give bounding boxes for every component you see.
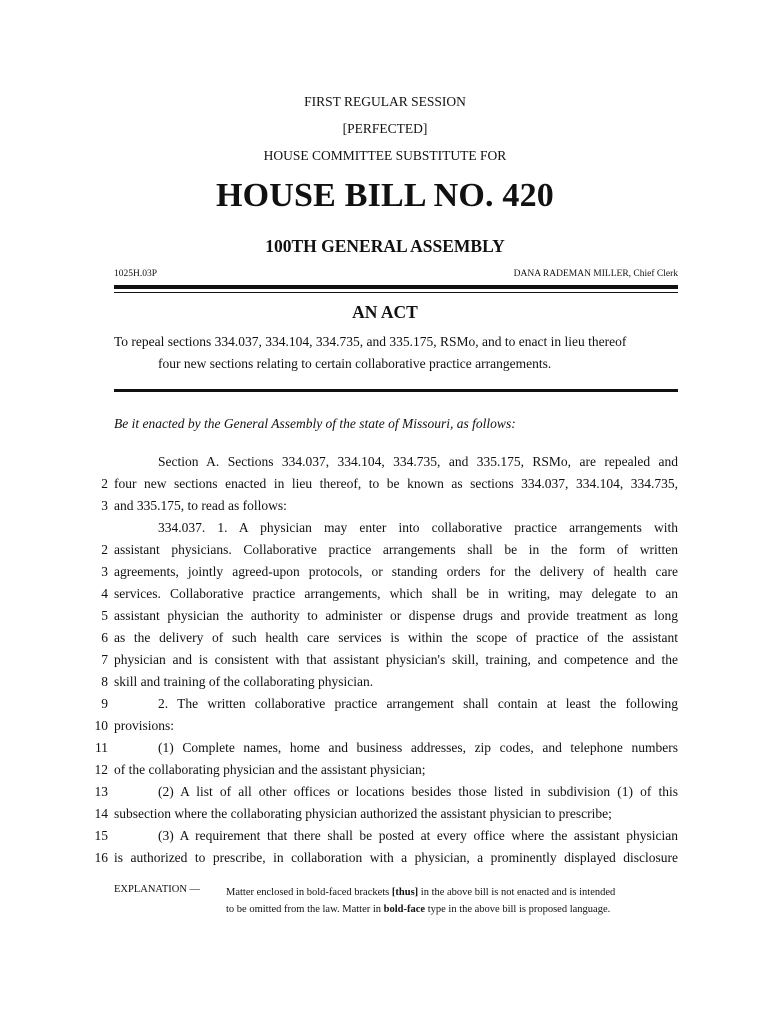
bill-title: HOUSE BILL NO. 420 bbox=[215, 177, 555, 214]
line-number: 9 bbox=[101, 696, 108, 711]
body-line bbox=[94, 715, 678, 737]
line-text: agreements, jointly agreed-upon protocols, or standing orders for the delivery of health care bbox=[114, 564, 678, 579]
body-line bbox=[101, 473, 678, 495]
header-rule-thick bbox=[114, 285, 678, 289]
body-line bbox=[114, 517, 678, 539]
assembly-heading: 100TH GENERAL ASSEMBLY bbox=[265, 236, 505, 256]
line-number: 2 bbox=[101, 542, 108, 557]
line-text: assistant physician the authority to administer or dispense drugs and provide treatment as long bbox=[114, 608, 678, 623]
line-number: 13 bbox=[94, 784, 108, 799]
line-number: 3 bbox=[101, 564, 108, 579]
explanation-line-2 bbox=[226, 904, 610, 915]
body-line bbox=[101, 649, 678, 671]
body-line bbox=[101, 671, 678, 693]
line-number: 7 bbox=[101, 652, 108, 667]
line-text: assistant physicians. Collaborative practice arrangements shall be in the form of written bbox=[114, 542, 678, 557]
line-number: 11 bbox=[95, 740, 108, 755]
explanation-line-1 bbox=[226, 887, 615, 898]
line-number: 8 bbox=[101, 674, 108, 689]
line-text: physician and is consistent with that assistant physician's skill, training, and competence and the bbox=[114, 652, 678, 667]
body-line bbox=[101, 627, 678, 649]
line-text: of the collaborating physician and the assistant physician; bbox=[114, 762, 426, 777]
body-line bbox=[94, 825, 678, 847]
line-number: 10 bbox=[94, 718, 108, 733]
line-text: (2) A list of all other offices or locations besides those listed in subdivision (1) of this bbox=[158, 784, 678, 799]
explanation-text-part: to be omitted from the law. Matter in bbox=[226, 904, 384, 915]
body-line bbox=[101, 693, 678, 715]
line-text: and 335.175, to read as follows: bbox=[114, 498, 287, 513]
line-text: 334.037. 1. A physician may enter into collaborative practice arrangements with bbox=[158, 520, 678, 535]
explanation-text-part: in the above bill is not enacted and is intended bbox=[418, 887, 616, 898]
line-text: Section A. Sections 334.037, 334.104, 334.735, and 335.175, RSMo, are repealed and bbox=[158, 454, 678, 469]
body-line bbox=[94, 781, 678, 803]
body-line bbox=[101, 605, 678, 627]
explanation-label: EXPLANATION — bbox=[114, 884, 201, 895]
explanation-text-part: type in the above bill is proposed language. bbox=[425, 904, 611, 915]
line-number: 16 bbox=[94, 850, 108, 865]
enacting-clause: Be it enacted by the General Assembly of the state of Missouri, as follows: bbox=[114, 416, 516, 431]
body-line bbox=[101, 539, 678, 561]
line-text: skill and training of the collaborating physician. bbox=[114, 674, 374, 689]
body-line bbox=[94, 803, 678, 825]
line-number: 4 bbox=[101, 586, 108, 601]
explanation-text-part: Matter enclosed in bold-faced brackets bbox=[226, 887, 392, 898]
perfected-status: [PERFECTED] bbox=[342, 121, 428, 136]
line-number: 5 bbox=[101, 608, 108, 623]
act-title-rule bbox=[114, 389, 678, 392]
line-number: 3 bbox=[101, 498, 108, 513]
chief-clerk: DANA RADEMAN MILLER, Chief Clerk bbox=[513, 269, 678, 279]
body-line bbox=[94, 847, 678, 869]
body-line bbox=[94, 759, 678, 781]
substitute-heading: HOUSE COMMITTEE SUBSTITUTE FOR bbox=[263, 148, 507, 163]
line-text: 2. The written collaborative practice arrangement shall contain at least the following bbox=[158, 696, 678, 711]
explanation-boldface-example: bold-face bbox=[383, 904, 426, 915]
act-title-line-1: To repeal sections 334.037, 334.104, 334.735, and 335.175, RSMo, and to enact in lieu thereof bbox=[114, 334, 627, 349]
explanation-bracket-example: [thus] bbox=[391, 887, 419, 898]
body-line bbox=[101, 583, 678, 605]
body-line bbox=[101, 495, 678, 517]
line-text: subsection where the collaborating physician authorized the assistant physician to prescribe; bbox=[114, 806, 612, 821]
session-heading: FIRST REGULAR SESSION bbox=[304, 94, 466, 109]
header-rule-thin bbox=[114, 292, 678, 293]
body-line bbox=[95, 737, 678, 759]
line-number: 2 bbox=[101, 476, 108, 491]
line-text: (1) Complete names, home and business addresses, zip codes, and telephone numbers bbox=[158, 740, 678, 755]
act-title-line-2: four new sections relating to certain collaborative practice arrangements. bbox=[158, 356, 552, 371]
body-line bbox=[114, 451, 678, 473]
document-id: 1025H.03P bbox=[114, 269, 158, 279]
line-text: services. Collaborative practice arrangements, which shall be in writing, may delegate to an bbox=[114, 586, 678, 601]
line-number: 12 bbox=[94, 762, 108, 777]
line-number: 6 bbox=[101, 630, 108, 645]
act-heading: AN ACT bbox=[352, 302, 418, 322]
line-number: 14 bbox=[94, 806, 108, 821]
line-text: provisions: bbox=[114, 718, 175, 733]
line-number: 15 bbox=[94, 828, 108, 843]
line-text: four new sections enacted in lieu thereof, to be known as sections 334.037, 334.104, 334.735, bbox=[114, 476, 678, 491]
line-text: (3) A requirement that there shall be posted at every office where the assistant physician bbox=[158, 828, 678, 843]
explanation-text bbox=[226, 884, 680, 918]
line-text: is authorized to prescribe, in collaboration with a physician, a prominently displayed disclosure bbox=[114, 850, 678, 865]
line-text: as the delivery of such health care services is within the scope of practice of the assistant bbox=[114, 630, 678, 645]
body-line bbox=[101, 561, 678, 583]
